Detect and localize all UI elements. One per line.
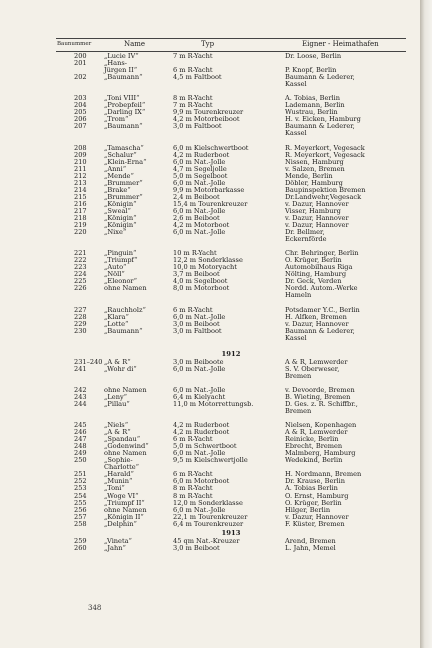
cell-name: „A & R“ <box>104 357 131 366</box>
cell-type: 22,1 m Tourenkreuzer <box>173 512 248 521</box>
cell-number: 223 <box>74 263 87 272</box>
cell-name: „Nöll“ <box>104 270 125 279</box>
cell-number: 206 <box>74 115 87 124</box>
cell-name: „Königin“ <box>104 221 137 230</box>
cell-number: 221 <box>74 249 87 258</box>
cell-number: 227 <box>74 305 87 314</box>
cell-type: 6,0 m Nat.-Jolle <box>173 206 226 215</box>
cell-owner: v. Dazur, Hannover <box>285 319 349 328</box>
cell-name: „Lotte“ <box>104 319 129 328</box>
cell-type: 6,0 m Nat.-Jolle <box>173 364 226 373</box>
table-row <box>56 292 406 299</box>
table-row <box>56 229 406 236</box>
cell-number: 250 <box>74 456 87 465</box>
cell-name: „A & R“ <box>104 428 131 437</box>
cell-name: „Trom“ <box>104 115 129 124</box>
cell-type: 4,2 m Motorboot <box>173 221 230 230</box>
cell-name: „Anni“ <box>104 164 127 173</box>
cell-owner: Eckernförde <box>285 235 327 244</box>
cell-number: 243 <box>74 392 87 401</box>
cell-type: 4,7 m Segeljolle <box>173 164 227 173</box>
cell-number: 225 <box>74 277 87 286</box>
cell-type: 2,4 m Beiboot <box>173 192 220 201</box>
cell-owner: B. Wieting, Bremen <box>285 392 351 401</box>
cell-number: 214 <box>74 185 87 194</box>
cell-name: „Leny“ <box>104 392 128 401</box>
cell-type: 9,9 m Motorbarkasse <box>173 185 245 194</box>
cell-type: 8 m R-Yacht <box>173 484 213 493</box>
cell-owner: Baupinspektion Bremen <box>285 185 366 194</box>
cell-name: „Baumann“ <box>104 73 143 82</box>
table-row <box>56 130 406 137</box>
cell-name: „Rauchholz“ <box>104 305 146 314</box>
cell-owner: O. Krüger, Berlin <box>285 256 342 265</box>
cell-number: 252 <box>74 477 87 486</box>
cell-number: 200 <box>74 52 87 60</box>
cell-name: „Hans- <box>104 59 127 68</box>
cell-owner: Nissen, Hamburg <box>285 157 344 166</box>
cell-name: „Sophie- <box>104 456 133 465</box>
cell-number: 212 <box>74 171 87 180</box>
row-spacer <box>56 342 406 349</box>
cell-name: „Woge VI“ <box>104 491 139 500</box>
cell-owner: v. Salzen, Bremen <box>285 164 345 173</box>
cell-name: „Spandau“ <box>104 435 141 444</box>
cell-owner: Dr.Landwehr,Vegesack <box>285 192 362 201</box>
cell-number: 219 <box>74 221 87 230</box>
cell-owner: Hilger, Berlin <box>285 505 331 514</box>
cell-name: „Baumann“ <box>104 326 143 335</box>
cell-name: „Toni“ <box>104 484 125 493</box>
cell-type: 4,5 m Faltboot <box>173 73 222 82</box>
cell-name: „Auto“ <box>104 263 127 272</box>
page-edge <box>420 0 432 648</box>
cell-owner: O. Krüger, Berlin <box>285 498 342 507</box>
cell-owner: R. Meyerkort, Vegesack <box>285 150 365 159</box>
cell-owner: Dr. Krause, Berlin <box>285 477 346 486</box>
cell-number: 230 <box>74 326 87 335</box>
cell-type: 3,0 m Beiboot <box>173 319 220 328</box>
cell-owner: Potsdamer Y.C., Berlin <box>285 305 360 314</box>
cell-owner: P. Knopf, Berlin <box>285 66 337 75</box>
cell-owner: Automobilhaus Riga <box>285 263 353 272</box>
cell-owner: Nordd. Autom.-Werke <box>285 284 358 293</box>
cell-number: 208 <box>74 143 87 152</box>
cell-type: 9,9 m Tourenkreuzer <box>173 108 244 117</box>
table-row <box>56 81 406 88</box>
cell-type: 6,0 m Nat.-Jolle <box>173 505 226 514</box>
header-type: Typ <box>201 40 215 48</box>
cell-number: 253 <box>74 484 87 493</box>
cell-name: ohne Namen <box>104 385 147 394</box>
cell-owner: Wedekind, Berlin <box>285 456 343 465</box>
cell-type: 6 m R-Yacht <box>173 435 213 444</box>
table-row <box>56 373 406 380</box>
cell-type: 45 qm Nat.-Kreuzer <box>173 536 240 545</box>
cell-number: 249 <box>74 449 87 458</box>
cell-number: 204 <box>74 101 87 110</box>
cell-name: „Jahn“ <box>104 543 126 552</box>
cell-owner: Kassel <box>285 80 307 89</box>
cell-number: 242 <box>74 385 87 394</box>
cell-type: 3,7 m Beiboot <box>173 270 220 279</box>
cell-number: 211 <box>74 164 87 173</box>
cell-number: 224 <box>74 270 87 279</box>
cell-number: 256 <box>74 505 87 514</box>
cell-type: 6,4 m Kielyacht <box>173 392 226 401</box>
cell-owner: Baumann & Lederer, <box>285 73 355 82</box>
cell-number: 218 <box>74 213 87 222</box>
cell-type: 11,0 m Motorrettungsb. <box>173 399 254 408</box>
cell-number: 245 <box>74 421 87 430</box>
cell-name: „Lucie IV“ <box>104 52 139 60</box>
table-row <box>56 236 406 243</box>
cell-name: „Sweal“ <box>104 206 131 215</box>
cell-owner: Malmberg, Hamburg <box>285 449 356 458</box>
cell-owner: H. v. Eicken, Hamburg <box>285 115 361 124</box>
cell-number: 216 <box>74 199 87 208</box>
cell-name: „Königin“ <box>104 199 137 208</box>
cell-number: 215 <box>74 192 87 201</box>
cell-owner: v. Dazur, Hannover <box>285 199 349 208</box>
cell-name: „Brummer“ <box>104 178 143 187</box>
table-row <box>56 328 406 335</box>
cell-number: 207 <box>74 122 87 131</box>
cell-name: ohne Namen <box>104 284 147 293</box>
table-header <box>56 38 406 52</box>
cell-name: „Königin“ <box>104 213 137 222</box>
cell-number: 244 <box>74 399 87 408</box>
cell-number: 201 <box>74 59 87 68</box>
cell-owner: Mende, Berlin <box>285 171 333 180</box>
cell-type: 8,0 m Motorboot <box>173 284 230 293</box>
cell-type: 12,0 m Sonderklasse <box>173 498 243 507</box>
cell-owner: F. Küster, Bremen <box>285 519 345 528</box>
cell-type: 3,0 m Beiboote <box>173 357 224 366</box>
table-row <box>56 401 406 408</box>
cell-type: 10,0 m Motoryacht <box>173 263 237 272</box>
cell-owner: H. Alfken, Bremen <box>285 312 347 321</box>
year-heading: 1912 <box>221 349 241 358</box>
cell-type: 3,0 m Beiboot <box>173 543 220 552</box>
table-row <box>56 74 406 81</box>
table-row <box>56 123 406 130</box>
cell-number: 248 <box>74 442 87 451</box>
page-number: 348 <box>88 604 102 612</box>
cell-owner: v. Dazur, Hannover <box>285 221 349 230</box>
cell-name: „Godenwind“ <box>104 442 149 451</box>
cell-type: 6,0 m Nat.-Jolle <box>173 312 226 321</box>
cell-name: „Mende“ <box>104 171 134 180</box>
cell-type: 7 m R-Yacht <box>173 52 213 60</box>
cell-owner: Kassel <box>285 129 307 138</box>
cell-owner: Arend, Bremen <box>285 536 336 545</box>
cell-owner: v. Dazur, Hannover <box>285 213 349 222</box>
cell-type: 3,0 m Faltboot <box>173 326 222 335</box>
cell-owner: Bremen <box>285 407 312 416</box>
cell-name: „Tamascha“ <box>104 143 144 152</box>
cell-name: „Brummer“ <box>104 192 143 201</box>
cell-number: 246 <box>74 428 87 437</box>
cell-name: „Darling IX“ <box>104 108 146 117</box>
cell-owner: Hameln <box>285 291 312 300</box>
cell-owner: Bremen <box>285 371 312 380</box>
cell-name: „Klara“ <box>104 312 129 321</box>
cell-name: „Probepfeil“ <box>104 101 146 110</box>
cell-name: „Delphin“ <box>104 519 137 528</box>
header-name: Name <box>124 40 146 48</box>
cell-number: 213 <box>74 178 87 187</box>
cell-type: 4,2 m Ruderboot <box>173 150 230 159</box>
cell-type: 4,2 m Ruderboot <box>173 428 230 437</box>
cell-type: 9,5 m Kielschwertjolle <box>173 456 248 465</box>
cell-owner: O. Ernst, Hamburg <box>285 491 349 500</box>
cell-owner: L. Jahn, Memel <box>285 543 336 552</box>
cell-type: 8 m R-Yacht <box>173 491 213 500</box>
cell-type: 4,2 m Motorbeiboot <box>173 115 240 124</box>
cell-owner: Lademann, Berlin <box>285 101 345 110</box>
cell-owner: R. Meyerkort, Vegesack <box>285 143 365 152</box>
cell-type: 15,4 m Tourenkreuzer <box>173 199 248 208</box>
cell-owner: v. Devoorde, Bremen <box>285 385 355 394</box>
cell-number: 241 <box>74 364 87 373</box>
cell-number: 231–240 <box>74 357 103 366</box>
cell-owner: Chr. Behringer, Berlin <box>285 249 359 258</box>
year-heading: 1913 <box>221 528 241 537</box>
cell-name: „Brake“ <box>104 185 131 194</box>
cell-name: „Pillau“ <box>104 399 130 408</box>
cell-name: „Königin II“ <box>104 512 144 521</box>
cell-type: 6,0 m Motorboot <box>173 477 230 486</box>
cell-name: „Klein-Erna“ <box>104 157 147 166</box>
cell-type: 6 m R-Yacht <box>173 305 213 314</box>
cell-owner: v. Dazur, Hannover <box>285 512 349 521</box>
table-row <box>56 408 406 415</box>
cell-owner: Döbler, Hamburg <box>285 178 343 187</box>
cell-name: „Vineta“ <box>104 536 132 545</box>
cell-name: „Niels“ <box>104 421 129 430</box>
cell-name: „Triumpf“ <box>104 256 138 265</box>
cell-type: 2,6 m Beiboot <box>173 213 220 222</box>
cell-number: 229 <box>74 319 87 328</box>
cell-type: 7 m R-Yacht <box>173 101 213 110</box>
cell-number: 222 <box>74 256 87 265</box>
cell-owner: Nölting, Hamburg <box>285 270 347 279</box>
cell-name: „Pinguin“ <box>104 249 137 258</box>
cell-owner: D. Ges. z. R. Schiffbr., <box>285 399 358 408</box>
cell-number: 205 <box>74 108 87 117</box>
header-owner: Eigner - Heimathafen <box>302 40 379 48</box>
cell-owner: Nielsen, Kopenhagen <box>285 421 357 430</box>
table-row <box>56 521 406 528</box>
cell-type: 6,4 m Tourenkreuzer <box>173 519 244 528</box>
table-body <box>56 53 406 552</box>
cell-type: 4,0 m Segelboot <box>173 277 228 286</box>
cell-type: 8 m R-Yacht <box>173 94 213 103</box>
cell-type: 6,0 m Kielschwertboot <box>173 143 249 152</box>
cell-name: „Wohr di“ <box>104 364 137 373</box>
cell-number: 247 <box>74 435 87 444</box>
cell-type: 5,0 m Segelboot <box>173 171 228 180</box>
cell-number: 260 <box>74 543 87 552</box>
table-row <box>56 366 406 373</box>
cell-name: ohne Namen <box>104 449 147 458</box>
cell-owner: S. V. Oberweser, <box>285 364 340 373</box>
cell-owner: A. Tobias, Berlin <box>285 94 341 103</box>
cell-owner: Dr. Loose, Berlin <box>285 52 342 60</box>
cell-number: 202 <box>74 73 87 82</box>
cell-type: 4,2 m Ruderboot <box>173 421 230 430</box>
cell-name: „Triumpf II“ <box>104 498 145 507</box>
cell-type: 6 m R-Yacht <box>173 470 213 479</box>
table-row <box>56 335 406 342</box>
cell-type: 6,0 m Nat.-Jolle <box>173 157 226 166</box>
cell-name: Jürgen II“ <box>104 66 138 75</box>
cell-owner: Baumann & Lederer, <box>285 326 355 335</box>
cell-owner: A. Tobias Berlin <box>285 484 338 493</box>
cell-name: „Harald“ <box>104 470 134 479</box>
cell-number: 259 <box>74 536 87 545</box>
cell-type: 3,0 m Faltboot <box>173 122 222 131</box>
cell-owner: Kassel <box>285 333 307 342</box>
table-row <box>56 285 406 292</box>
cell-number: 255 <box>74 498 87 507</box>
cell-number: 251 <box>74 470 87 479</box>
cell-name: Charlotte“ <box>104 463 140 472</box>
cell-type: 10 m R-Yacht <box>173 249 217 258</box>
cell-name: ohne Namen <box>104 505 147 514</box>
cell-type: 6 m R-Yacht <box>173 66 213 75</box>
cell-type: 6,0 m Nat.-Jolle <box>173 385 226 394</box>
cell-owner: A & R, Lemwerder <box>285 428 348 437</box>
cell-owner: Dr. Bellmer, <box>285 228 325 237</box>
cell-owner: Baumann & Lederer, <box>285 122 355 131</box>
cell-type: 5,0 m Schwertboot <box>173 442 237 451</box>
cell-number: 226 <box>74 284 87 293</box>
cell-name: „Eleonor“ <box>104 277 137 286</box>
cell-number: 220 <box>74 228 87 237</box>
cell-name: „Schalur“ <box>104 150 137 159</box>
cell-owner: Dr. Geck, Verden <box>285 277 342 286</box>
cell-number: 228 <box>74 312 87 321</box>
cell-type: 6,0 m Nat.-Jolle <box>173 449 226 458</box>
cell-name: „Baumann“ <box>104 122 143 131</box>
cell-number: 217 <box>74 206 87 215</box>
cell-owner: Reinicke, Berlin <box>285 435 339 444</box>
cell-name: „Nixe“ <box>104 228 127 237</box>
cell-number: 257 <box>74 512 87 521</box>
header-number: Baunummer <box>57 41 92 47</box>
table-row <box>56 545 406 552</box>
cell-number: 258 <box>74 519 87 528</box>
cell-number: 209 <box>74 150 87 159</box>
cell-type: 6,0 m Nat.-Jolle <box>173 228 226 237</box>
cell-name: „Munin“ <box>104 477 133 486</box>
cell-owner: Wustrau, Berlin <box>285 108 338 117</box>
cell-number: 203 <box>74 94 87 103</box>
cell-type: 12,2 m Sonderklasse <box>173 256 243 265</box>
cell-type: 6,0 m Nat.-Jolle <box>173 178 226 187</box>
cell-name: „Toni VIII“ <box>104 94 140 103</box>
cell-owner: Ebrecht, Bremen <box>285 442 343 451</box>
cell-number: 210 <box>74 157 87 166</box>
cell-owner: Visser, Hamburg <box>285 206 341 215</box>
cell-owner: H. Nordmann, Bremen <box>285 470 362 479</box>
cell-number: 254 <box>74 491 87 500</box>
cell-owner: A & R, Lemwerder <box>285 357 348 366</box>
